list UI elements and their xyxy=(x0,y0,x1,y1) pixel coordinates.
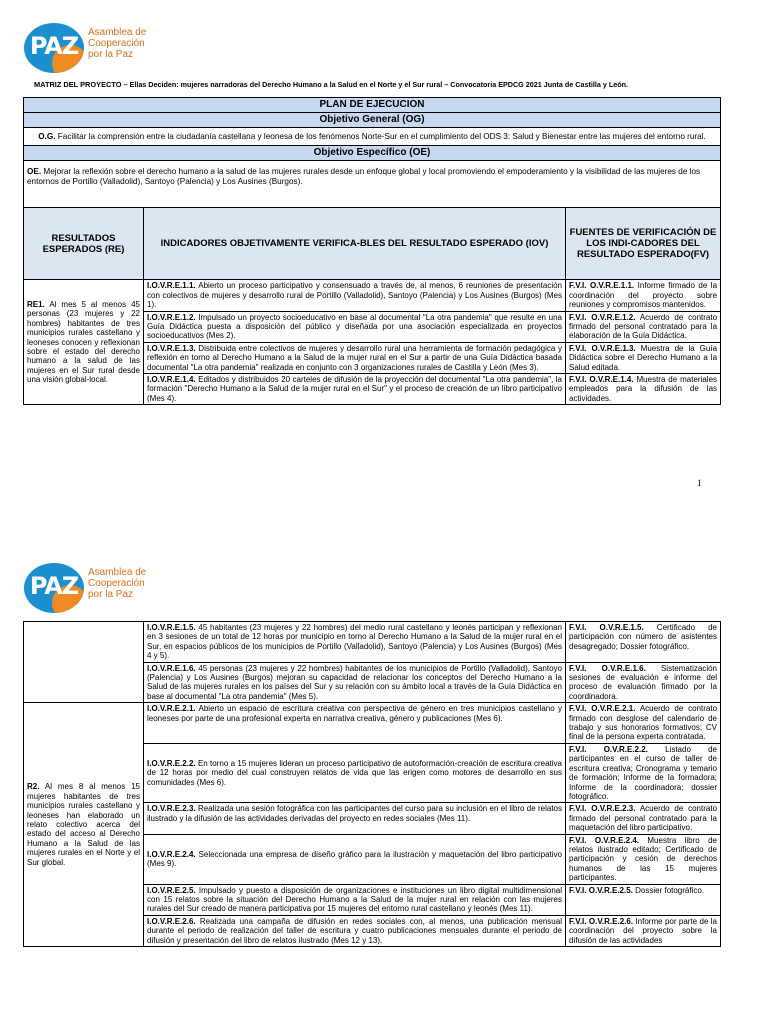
paz-logo-badge xyxy=(24,23,84,73)
iov-row: I.O.V.R.E.1.1. Abierto un proceso participativo y consensuado a través de, al menos, 6 reuniones de presentación con colectivos de mujeres y desarrollo rural de Portillo (Valladolid), Santoyo (Palencia) y Los Ausines (Burgos) (Mes 1). xyxy=(144,280,566,311)
matrix-title-main: MATRIZ DEL PROYECTO xyxy=(34,80,122,89)
fv-row: F.V.I. O.V.R.E.1.4. Muestra de materiales empleados para la difusión de las actividades. xyxy=(566,374,721,405)
re2-cell: R2. Al mes 8 al menos 15 mujeres habitantes de tres municipios rurales castellano y leoneses han elaborado un relato colectivo acerca del estado del acceso al Derecho Humano a la Salud de las mujeres rurales en el Norte y el Sur global. xyxy=(24,703,144,947)
fv-row: F.V.I. O.V.R.E.1.2. Acuerdo de contrato firmado del personal contratado para la elaboración de la Guía Didáctica. xyxy=(566,311,721,342)
logo-org-name: Asamblea de Cooperación por la Paz xyxy=(88,567,147,600)
paz-logo xyxy=(24,563,154,613)
og-title: Objetivo General (OG) xyxy=(24,113,721,128)
document-page-1 xyxy=(0,0,768,500)
plan-table-page-1 xyxy=(23,97,721,405)
fv-row: F.V.I. O.V.R.E.2.2. Listado de participantes en el curso de taller de escritura creativa; Cronograma y temario de formación; Informe de la formadora; Informe de la coordinadora; dossier fotográfico. xyxy=(566,743,721,802)
re1-continued-cell xyxy=(24,622,144,703)
fv-row: F.V.I. O.V.R.E.1.5. Certificado de participación con número de asistentes desagregado; Dossier fotográfico. xyxy=(566,622,721,663)
iov-row: I.O.V.R.E.1.4. Editados y distribuidos 20 carteles de difusión de la proyección del documental "La otra pandemia", la formación "Derecho Humano a la Salud de la mujer rural en el Sur" y el proceso de creación de un libro participativo (Mes 4). xyxy=(144,374,566,405)
iov-row: I.O.V.R.E.2.6. Realizada una campaña de difusión en redes sociales con, al menos, una publicación mensual durante el periodo de realización del taller de escritura y cuatro publicaciones mensuales durante el periodo de difusión y presentación del libro de relatos ilustrado (Mes 12 y 13). xyxy=(144,915,566,946)
col-header-re: RESULTADOS ESPERADOS (RE) xyxy=(24,208,144,280)
re1-cell: RE1. Al mes 5 al menos 45 personas (23 mujeres y 22 hombres) habitantes de tres municipios rurales castellano y leoneses conocen y reflexionan sobre el estado del derecho humano a la salud de las mujeres en el Sur rural desde una visión global-local. xyxy=(24,280,144,405)
plan-table-page-2 xyxy=(23,621,721,947)
paz-logo xyxy=(24,23,154,73)
matrix-title xyxy=(34,80,754,89)
fv-row: F.V.I. O.V.R.E.1.3. Muestra de la Guía Didáctica sobre el Derecho Humano a la Salud editada. xyxy=(566,342,721,373)
fv-row: F.V.I. O.V.R.E.2.5. Dossier fotográfico. xyxy=(566,884,721,915)
fv-row: F.V.I. O.V.R.E.2.4. Muestra libro de relatos ilustrado editado; Certificado de participación y cesión de derechos humanos de las 15 mujeres participantes. xyxy=(566,834,721,884)
oe-text: OE. Mejorar la reflexión sobre el derecho humano a la salud de las mujeres rurales desde un enfoque global y local promoviendo el empoderamiento y la visibilidad de las mujeres de los entornos de Portillo (Valladolid), Santoyo (Palencia) y Los Ausines (Burgos). xyxy=(24,161,721,208)
logo-badge-text: PAZ xyxy=(29,32,79,60)
fv-row: F.V.I. O.V.R.E.2.6. Informe por parte de la coordinación del proyecto sobre la difusión de las actividades xyxy=(566,915,721,946)
fv-row: F.V.I. O.V.R.E.1.6. Sistematización sesiones de evaluación e informe del proceso de evaluación firmado por la coordinadora. xyxy=(566,662,721,703)
plan-title: PLAN DE EJECUCION xyxy=(24,98,721,113)
og-text: O.G. Facilitar la comprensión entre la ciudadanía castellana y leonesa de los fenómenos Norte-Sur en el cumplimiento del ODS 3: Salud y Bienestar entre las mujeres del entorno rural. xyxy=(24,128,721,146)
iov-row: I.O.V.R.E.2.4. Seleccionada una empresa de diseño gráfico para la ilustración y maquetación del libro participativo (Mes 9). xyxy=(144,834,566,884)
fv-row: F.V.I. O.V.R.E.2.3. Acuerdo de contrato firmado del personal contratado para la maquetación del libro participativo. xyxy=(566,803,721,834)
col-header-fv: FUENTES DE VERIFICACIÓN DE LOS INDI-CADORES DEL RESULTADO ESPERADO(FV) xyxy=(566,208,721,280)
iov-row: I.O.V.R.E.1.3. Distribuida entre colectivos de mujeres y desarrollo rural una herramienta de formación pedagógica y reflexión en torno al Derecho Humano a la Salud de la mujer rural en el Sur a partir de una Guía Didáctica basada documental "La otra pandemia" realizada en conjunto con 3 organizaciones rurales de Castilla y León (Mes 3). xyxy=(144,342,566,373)
matrix-title-subtitle: – Ellas Deciden: mujeres narradoras del Derecho Humano a la Salud en el Norte y el Sur rural – Convocatoria EPDCG 2021 Junta de Castilla y León. xyxy=(123,80,629,89)
iov-row: I.O.V.R.E.1.2. Impulsado un proyecto socioeducativo en base al documental "La otra pandemia" que resulte en una Guía Didáctica puesta a disposición del público y diseñada por una asociación especializada en proyectos socioeducativos (Mes 2). xyxy=(144,311,566,342)
iov-row: I.O.V.R.E.2.1. Abierto un espacio de escritura creativa con perspectiva de género en tres municipios castellano y leoneses por parte de una profesional experta en narrativa creativa, género y publicaciones (Mes 6). xyxy=(144,703,566,744)
document-page-2 xyxy=(0,545,768,1024)
iov-row: I.O.V.R.E.2.5. Impulsado y puesto a disposición de organizaciones e instituciones un libro digital multidimensional con 15 relatos sobre la situación del Derecho Humano a la Salud de la mujer rural en relación con las mujeres rurales del Sur creado de manera participativa por 15 mujeres del entorno rural castellano y leonés (Mes 11). xyxy=(144,884,566,915)
page-gap xyxy=(0,500,768,545)
iov-row: I.O.V.R.E.2.3. Realizada una sesión fotográfica con las participantes del curso para su inclusión en el libro de relatos ilustrado y la difusión de las actividades derivadas del proyecto en redes sociales (Mes 11). xyxy=(144,803,566,834)
iov-row: I.O.V.R.E.1.5. 45 habitantes (23 mujeres y 22 hombres) del medio rural castellano y leonés participan y reflexionan en 3 sesiones de un total de 12 horas por municipio en torno al Derecho Humano a la Salud de la mujer rural en el Sur, en espacios públicos de los municipios de Portillo (Valladolid), Santoyo (Palencia) y Los Ausines (Burgos) (Mes 4 y 5). xyxy=(144,622,566,663)
page-number: 1 xyxy=(697,478,702,488)
iov-row: I.O.V.R.E.1.6. 45 personas (23 mujeres y 22 hombres) habitantes de los municipios de Portillo (Valladolid), Santoyo (Palencia) y Los Ausines (Burgos) mejoran su capacidad de relacionar los conceptos del Derecho Humano a la Salud de las mujeres rurales en los países del Sur y su relación con su ámbito local a través de la Guía Didáctica en base al documental "La otra pandemia" (Mes 5). xyxy=(144,662,566,703)
fv-row: F.V.I. O.V.R.E.2.1. Acuerdo de contrato firmado con desglose del calendario de trabajo y sus honorarios formativos; CV final de la persona experta contratada. xyxy=(566,703,721,744)
logo-org-name: Asamblea de Cooperación por la Paz xyxy=(88,27,147,60)
iov-row: I.O.V.R.E.2.2. En torno a 15 mujeres lideran un proceso participativo de autoformación-creación de escritura creativa de 12 horas por medio del cual construyen relatos de vida que las erigen como motores de desarrollo en sus comunidades (Mes 6). xyxy=(144,743,566,802)
col-header-iov: INDICADORES OBJETIVAMENTE VERIFICA-BLES DEL RESULTADO ESPERADO (IOV) xyxy=(144,208,566,280)
paz-logo-badge xyxy=(24,563,84,613)
logo-badge-text: PAZ xyxy=(29,572,79,600)
fv-row: F.V.I. O.V.R.E.1.1. Informe firmado de la coordinación del proyecto sobre reuniones y compromisos mantenidos. xyxy=(566,280,721,311)
oe-title: Objetivo Específico (OE) xyxy=(24,146,721,161)
